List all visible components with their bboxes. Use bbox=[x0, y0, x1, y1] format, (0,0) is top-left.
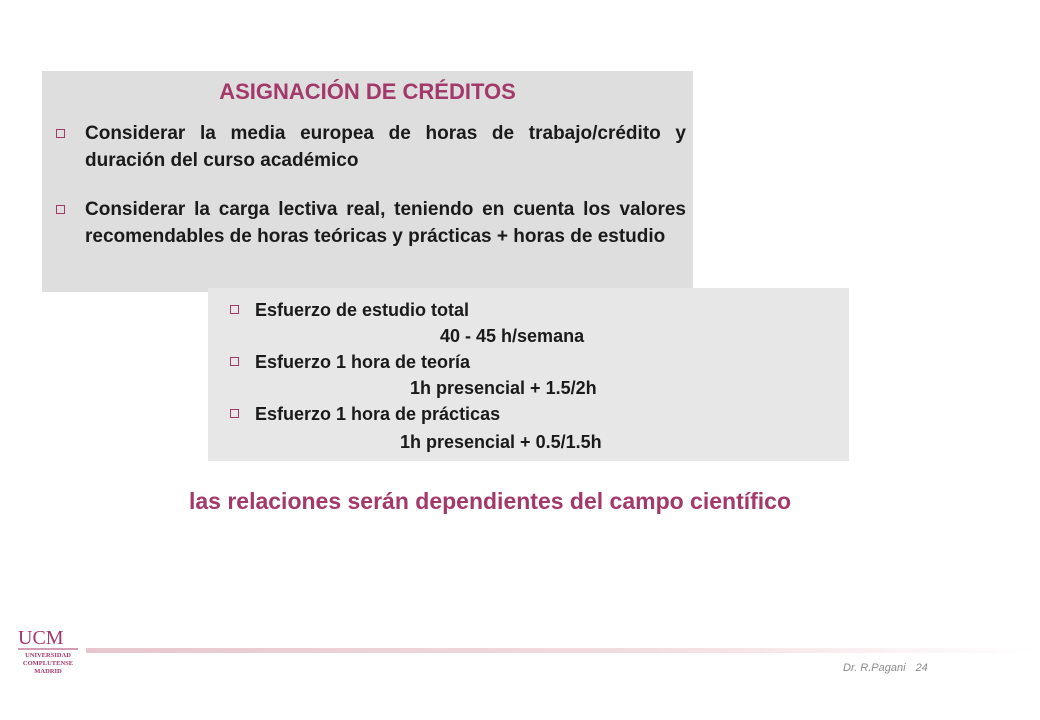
logo-line: UNIVERSIDAD bbox=[25, 652, 71, 659]
square-bullet-icon bbox=[230, 409, 239, 418]
credits-panel bbox=[42, 71, 693, 292]
logo-line: COMPLUTENSE bbox=[22, 660, 74, 667]
effort-label: Esfuerzo 1 hora de prácticas bbox=[255, 404, 501, 424]
effort-label: Esfuerzo 1 hora de teoría bbox=[255, 352, 471, 372]
author-name: Dr. R.Pagani bbox=[843, 662, 906, 674]
effort-value: 1h presencial + 0.5/1.5h bbox=[400, 432, 602, 452]
page-number: 24 bbox=[915, 662, 928, 674]
logo-line: MADRID bbox=[34, 668, 62, 675]
effort-item bbox=[230, 404, 500, 425]
square-bullet-icon bbox=[230, 357, 239, 366]
footer-divider bbox=[86, 648, 1036, 653]
effort-item bbox=[230, 352, 470, 373]
footer bbox=[843, 662, 928, 674]
bullet-text: Considerar la carga lectiva real, teniendo en cuenta los valores recomendables de horas teóricas y prácticas + horas de estudio bbox=[85, 199, 686, 247]
effort-label: Esfuerzo de estudio total bbox=[255, 300, 470, 320]
square-bullet-icon bbox=[56, 129, 65, 138]
effort-panel bbox=[208, 288, 849, 461]
bullet-item bbox=[56, 120, 686, 174]
panel-title: ASIGNACIÓN DE CRÉDITOS bbox=[219, 79, 516, 104]
bullet-text: Considerar la media europea de horas de trabajo/crédito y duración del curso académico bbox=[85, 123, 686, 171]
effort-item bbox=[230, 300, 469, 321]
effort-value: 40 - 45 h/semana bbox=[440, 326, 585, 346]
square-bullet-icon bbox=[230, 305, 239, 314]
logo-mark: UCM bbox=[18, 627, 64, 649]
bullet-item bbox=[56, 196, 686, 250]
square-bullet-icon bbox=[56, 205, 65, 214]
effort-value: 1h presencial + 1.5/2h bbox=[410, 378, 597, 398]
headline-text: las relaciones serán dependientes del campo científico bbox=[188, 488, 792, 514]
ucm-logo bbox=[16, 624, 80, 680]
